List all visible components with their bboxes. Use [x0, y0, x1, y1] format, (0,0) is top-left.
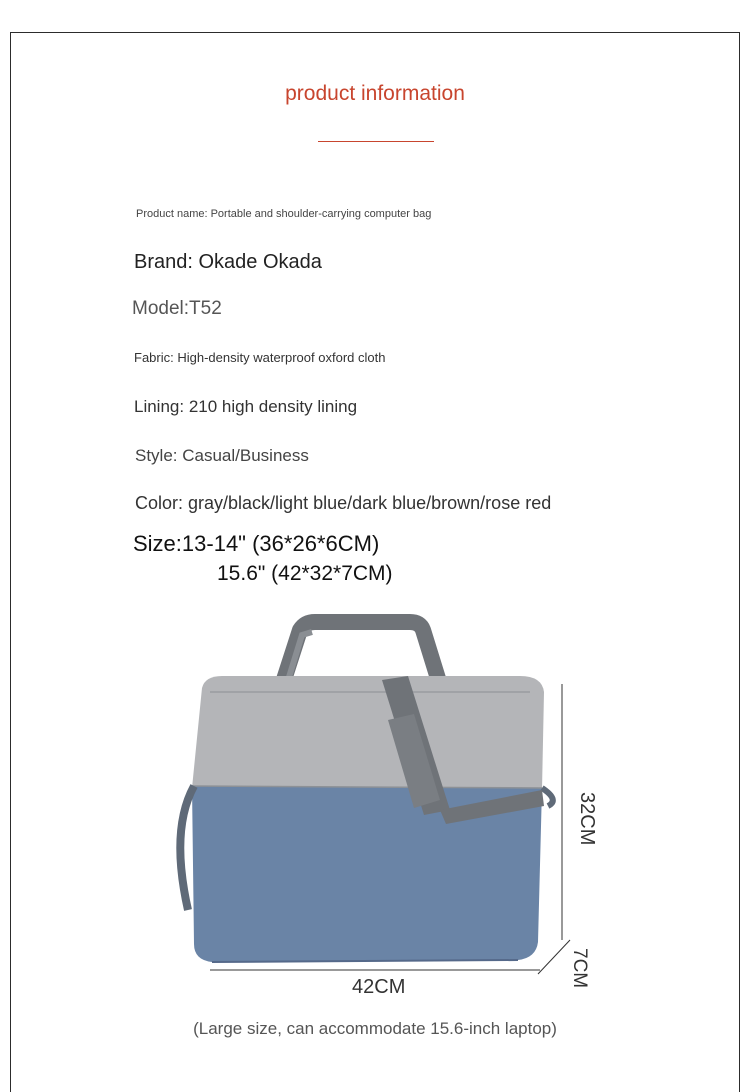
- title-underline: [318, 141, 434, 142]
- product-name-line: Product name: Portable and shoulder-carrying computer bag: [136, 208, 432, 220]
- fabric-line: Fabric: High-density waterproof oxford cloth: [134, 350, 386, 365]
- height-dimension-label: 32CM: [576, 792, 598, 846]
- size-caption: (Large size, can accommodate 15.6-inch laptop): [193, 1019, 557, 1038]
- model-line: Model:T52: [132, 298, 222, 319]
- product-image: [150, 610, 610, 1010]
- laptop-bag-illustration: [150, 610, 610, 1010]
- size-line-large: 15.6" (42*32*7CM): [217, 562, 393, 585]
- depth-dimension-label: 7CM: [569, 948, 590, 989]
- color-line: Color: gray/black/light blue/dark blue/brown/rose red: [135, 493, 552, 513]
- width-dimension-label: 42CM: [352, 976, 406, 998]
- size-line-small: Size:13-14" (36*26*6CM): [133, 531, 380, 556]
- brand-line: Brand: Okade Okada: [134, 251, 322, 273]
- style-line: Style: Casual/Business: [135, 446, 309, 465]
- page-title: product information: [285, 82, 465, 105]
- lining-line: Lining: 210 high density lining: [134, 397, 358, 416]
